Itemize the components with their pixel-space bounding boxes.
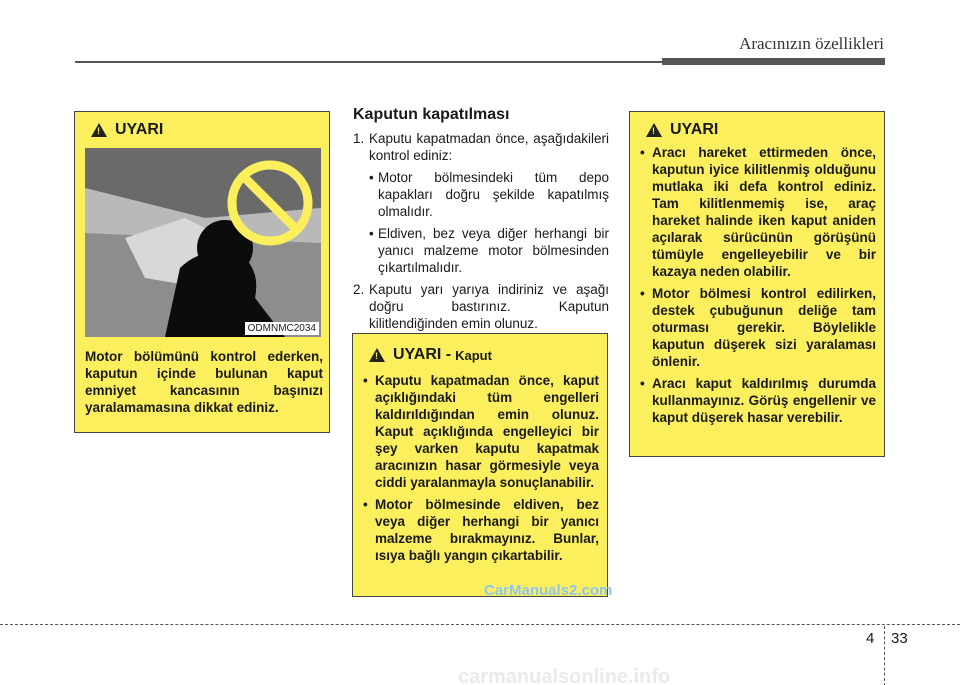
footer-rule [0,624,960,625]
warning-item [640,375,876,426]
warning-box-right [629,111,885,457]
bullet-dot: • [640,376,645,391]
bullet-item [353,225,609,276]
warning-list [640,144,876,431]
section-title: Kaputun kapatılması [353,106,510,123]
footer-watermark: carmanualsonline.info [458,666,671,685]
warning-list [363,372,599,569]
bullet-dot: • [640,145,645,160]
warning-triangle-icon: ! [646,123,662,137]
warning-item-text: Motor bölmesi kontrol edilirken, destek çubuğunun deliğe tam oturması gerekir. Böylelikle kaputun düşerek sizi yaralaması önlenir. [652,286,876,369]
bullet-text: Motor bölmesindeki tüm depo kapakları doğru şekilde kapatılmış olmalıdır. [378,170,609,219]
bullet-dot: • [640,286,645,301]
warning-triangle-icon: ! [369,348,385,362]
warning-item-text: Aracı kaput kaldırılmış durumda kullanmayınız. Görüş engellenir ve kaput düşerek hasar verebilir. [652,376,876,425]
warning-item-text: Kaputu kapatmadan önce, kaput açıklığındaki tüm engelleri kaldırıldığından emin olunuz. Kaput açıklığında engelleyici bir şey varken kaputu kapatmak aracınızın hasar görmesiyle veya ciddi yaralanmayla sonuçlanabilir. [375,373,599,490]
bullet-item [353,169,609,220]
warning-subtitle: Kaput [455,347,492,363]
header-title: Aracınızın özellikleri [739,34,884,53]
warning-box-left [74,111,330,433]
bullet-dot: • [363,373,368,388]
warning-item-text: Aracı hareket ettirmeden önce, kaputun iyice kilitlenmiş olduğunu mutlaka iki defa kontrol ediniz. Tam kilitlenmemiş ise, araç hareket halinde iken kaput aniden açılarak sürücünün görüşünü tümüyle engelleyebilir ve bir kazaya neden olabilir. [652,145,876,279]
warning-title: UYARI [115,121,164,138]
warning-item [640,144,876,280]
bullet-dot: • [369,226,374,241]
step-item [353,130,609,164]
illustration-code: ODMNMC2034 [245,322,319,335]
step-number: 2. [353,282,365,297]
warning-item [640,285,876,370]
warning-heading [91,121,163,139]
warning-item [363,496,599,564]
bullet-dot: • [369,170,374,185]
step-text: Kaputu yarı yarıya indiriniz ve aşağı doğru bastırınız. Kaputun kilitlendiğinden emin olunuz. [369,282,609,331]
step-bullets [353,169,609,276]
warning-triangle-icon: ! [91,123,107,137]
bullet-text: Eldiven, bez veya diğer herhangi bir yanıcı malzeme motor bölmesinden çıkartılmalıdır. [378,226,609,275]
page-separator [884,626,885,685]
warning-title: UYARI - [393,346,452,363]
warning-title: UYARI [670,121,719,138]
warning-heading [369,346,492,364]
hood-illustration-svg [85,148,321,337]
watermark-link[interactable]: CarManuals2.com [484,582,613,599]
header-rule-accent [662,58,885,65]
warning-heading [646,121,718,139]
step-number: 1. [353,131,365,146]
page-number: 33 [891,630,908,647]
hood-safety-illustration [85,148,321,337]
step-text: Kaputu kapatmadan önce, aşağıdakileri kontrol ediniz: [369,131,609,163]
chapter-number: 4 [866,630,875,647]
bullet-dot: • [363,497,368,512]
warning-box-hood [352,333,608,597]
warning-item-text: Motor bölmesinde eldiven, bez veya diğer herhangi bir yanıcı malzeme bırakmayınız. Bunlar, ısıya bağlı yangın çıkartabilir. [375,497,599,563]
warning-item [363,372,599,491]
step-item [353,281,609,332]
warning-text: Motor bölümünü kontrol ederken, kaputun içinde bulunan kaput emniyet kancasının başınızı yaralamamasına dikkat ediniz. [85,349,323,415]
steps-list [353,130,609,332]
